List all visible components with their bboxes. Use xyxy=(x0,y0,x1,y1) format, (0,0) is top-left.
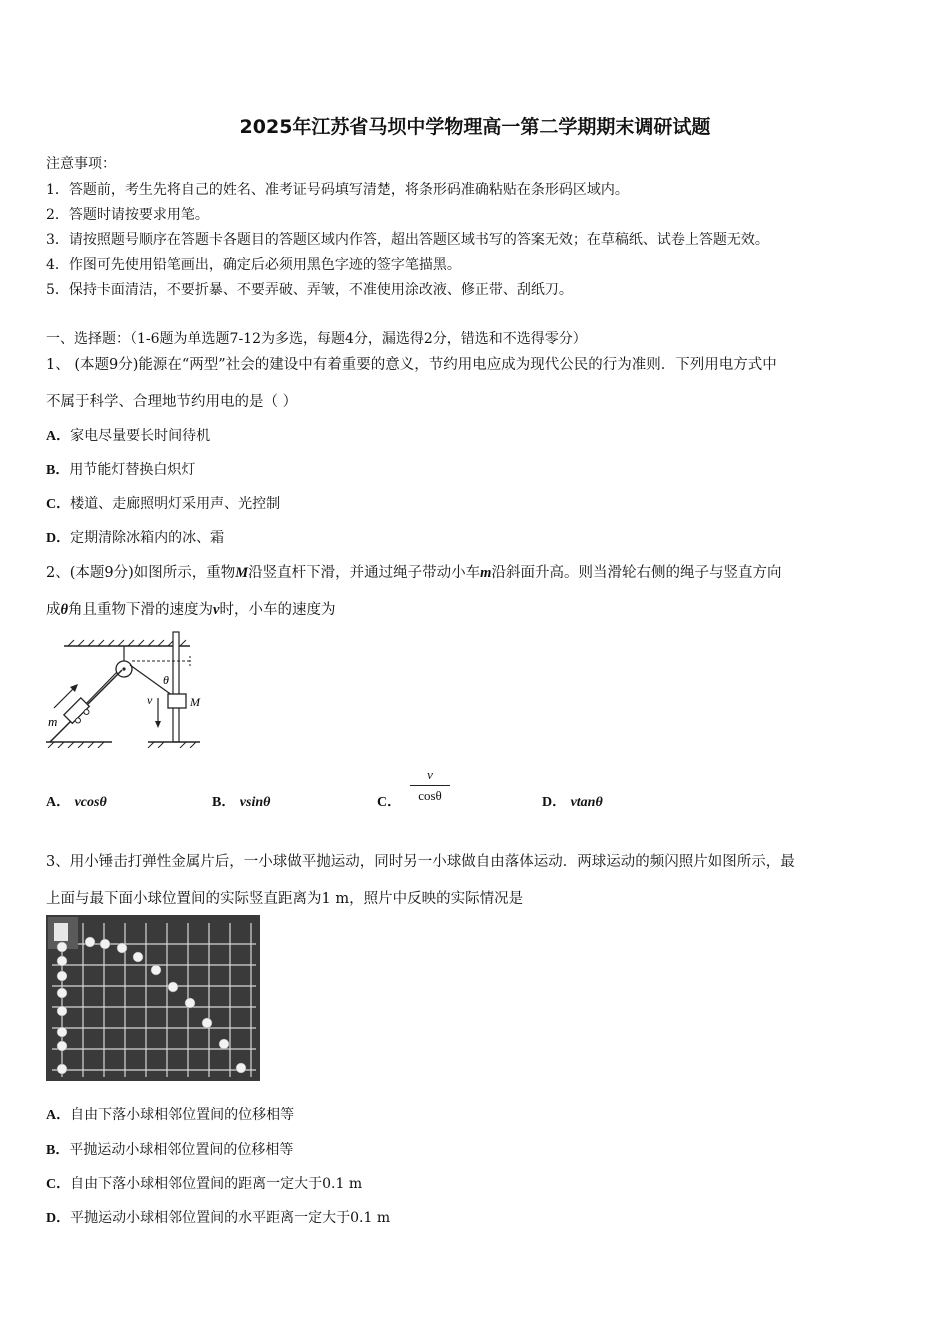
q1-option-a: A．家电尽量要长时间待机 xyxy=(46,428,211,444)
q3-option-c: C．自由下落小球相邻位置间的距离一定大于0.1 m xyxy=(46,1176,363,1192)
q2-option-c: C． xyxy=(377,795,402,810)
pulley-diagram xyxy=(40,628,220,748)
notice-item: 1．答题前，考生先将自己的姓名、准考证号码填写清楚，将条形码准确粘贴在条形码区域内。 xyxy=(46,182,629,198)
notice-heading: 注意事项： xyxy=(46,156,116,172)
q1-option-c: C．楼道、走廊照明灯采用声、光控制 xyxy=(46,496,281,512)
q1-option-d: D．定期清除冰箱内的冰、霜 xyxy=(46,530,225,546)
label-M: M xyxy=(190,695,200,709)
q2-stem-line1: 2、(本题9分)如图所示，重物M沿竖直杆下滑，并通过绳子带动小车m沿斜面升高。则当滑轮右侧的绳子与竖直方向 xyxy=(46,565,782,581)
label-v: v xyxy=(147,693,153,707)
notice-item: 4．作图可先使用铅笔画出，确定后必须用黑色字迹的签字笔描黑。 xyxy=(46,257,461,273)
q3-stem-line1: 3、用小锤击打弹性金属片后，一小球做平抛运动，同时另一小球做自由落体运动．两球运动的频闪照片如图所示，最 xyxy=(46,854,795,870)
strobe-photo xyxy=(46,915,260,1081)
q2-stem-line2: 成θ角且重物下滑的速度为v时，小车的速度为 xyxy=(46,602,336,618)
q2-option-a: A． vcosθ xyxy=(46,795,107,810)
q3-option-b: B．平抛运动小球相邻位置间的位移相等 xyxy=(46,1142,294,1158)
q2-option-b: B． vsinθ xyxy=(212,795,271,810)
notice-item: 5．保持卡面清洁，不要折暴、不要弄破、弄皱，不准使用涂改液、修正带、刮纸刀。 xyxy=(46,282,573,298)
section-heading: 一、选择题：（1-6题为单选题7-12为多选，每题4分，漏选得2分，错选和不选得零分） xyxy=(46,331,587,347)
notice-item: 2．答题时请按要求用笔。 xyxy=(46,207,209,223)
q3-option-a: A．自由下落小球相邻位置间的位移相等 xyxy=(46,1107,295,1123)
q3-option-d: D．平抛运动小球相邻位置间的水平距离一定大于0.1 m xyxy=(46,1210,391,1226)
q3-stem-line2: 上面与最下面小球位置间的实际竖直距离为1 m，照片中反映的实际情况是 xyxy=(46,891,524,907)
page-title: 2025年江苏省马坝中学物理高一第二学期期末调研试题 xyxy=(239,116,711,138)
q2-option-c-fraction: v cosθ xyxy=(408,767,452,804)
label-m: m xyxy=(48,714,58,729)
q1-stem-line1: 1、 (本题9分)能源在“两型”社会的建设中有着重要的意义，节约用电应成为现代公民的行为准则．下列用电方式中 xyxy=(46,357,777,373)
q1-stem-line2: 不属于科学、合理地节约用电的是（ ） xyxy=(46,394,298,410)
label-theta: θ xyxy=(163,673,169,687)
notice-item: 3．请按照题号顺序在答题卡各题目的答题区域内作答，超出答题区域书写的答案无效；在草稿纸、试卷上答题无效。 xyxy=(46,232,769,248)
q2-option-d: D． vtanθ xyxy=(542,795,603,810)
q1-option-b: B．用节能灯替换白炽灯 xyxy=(46,462,196,478)
